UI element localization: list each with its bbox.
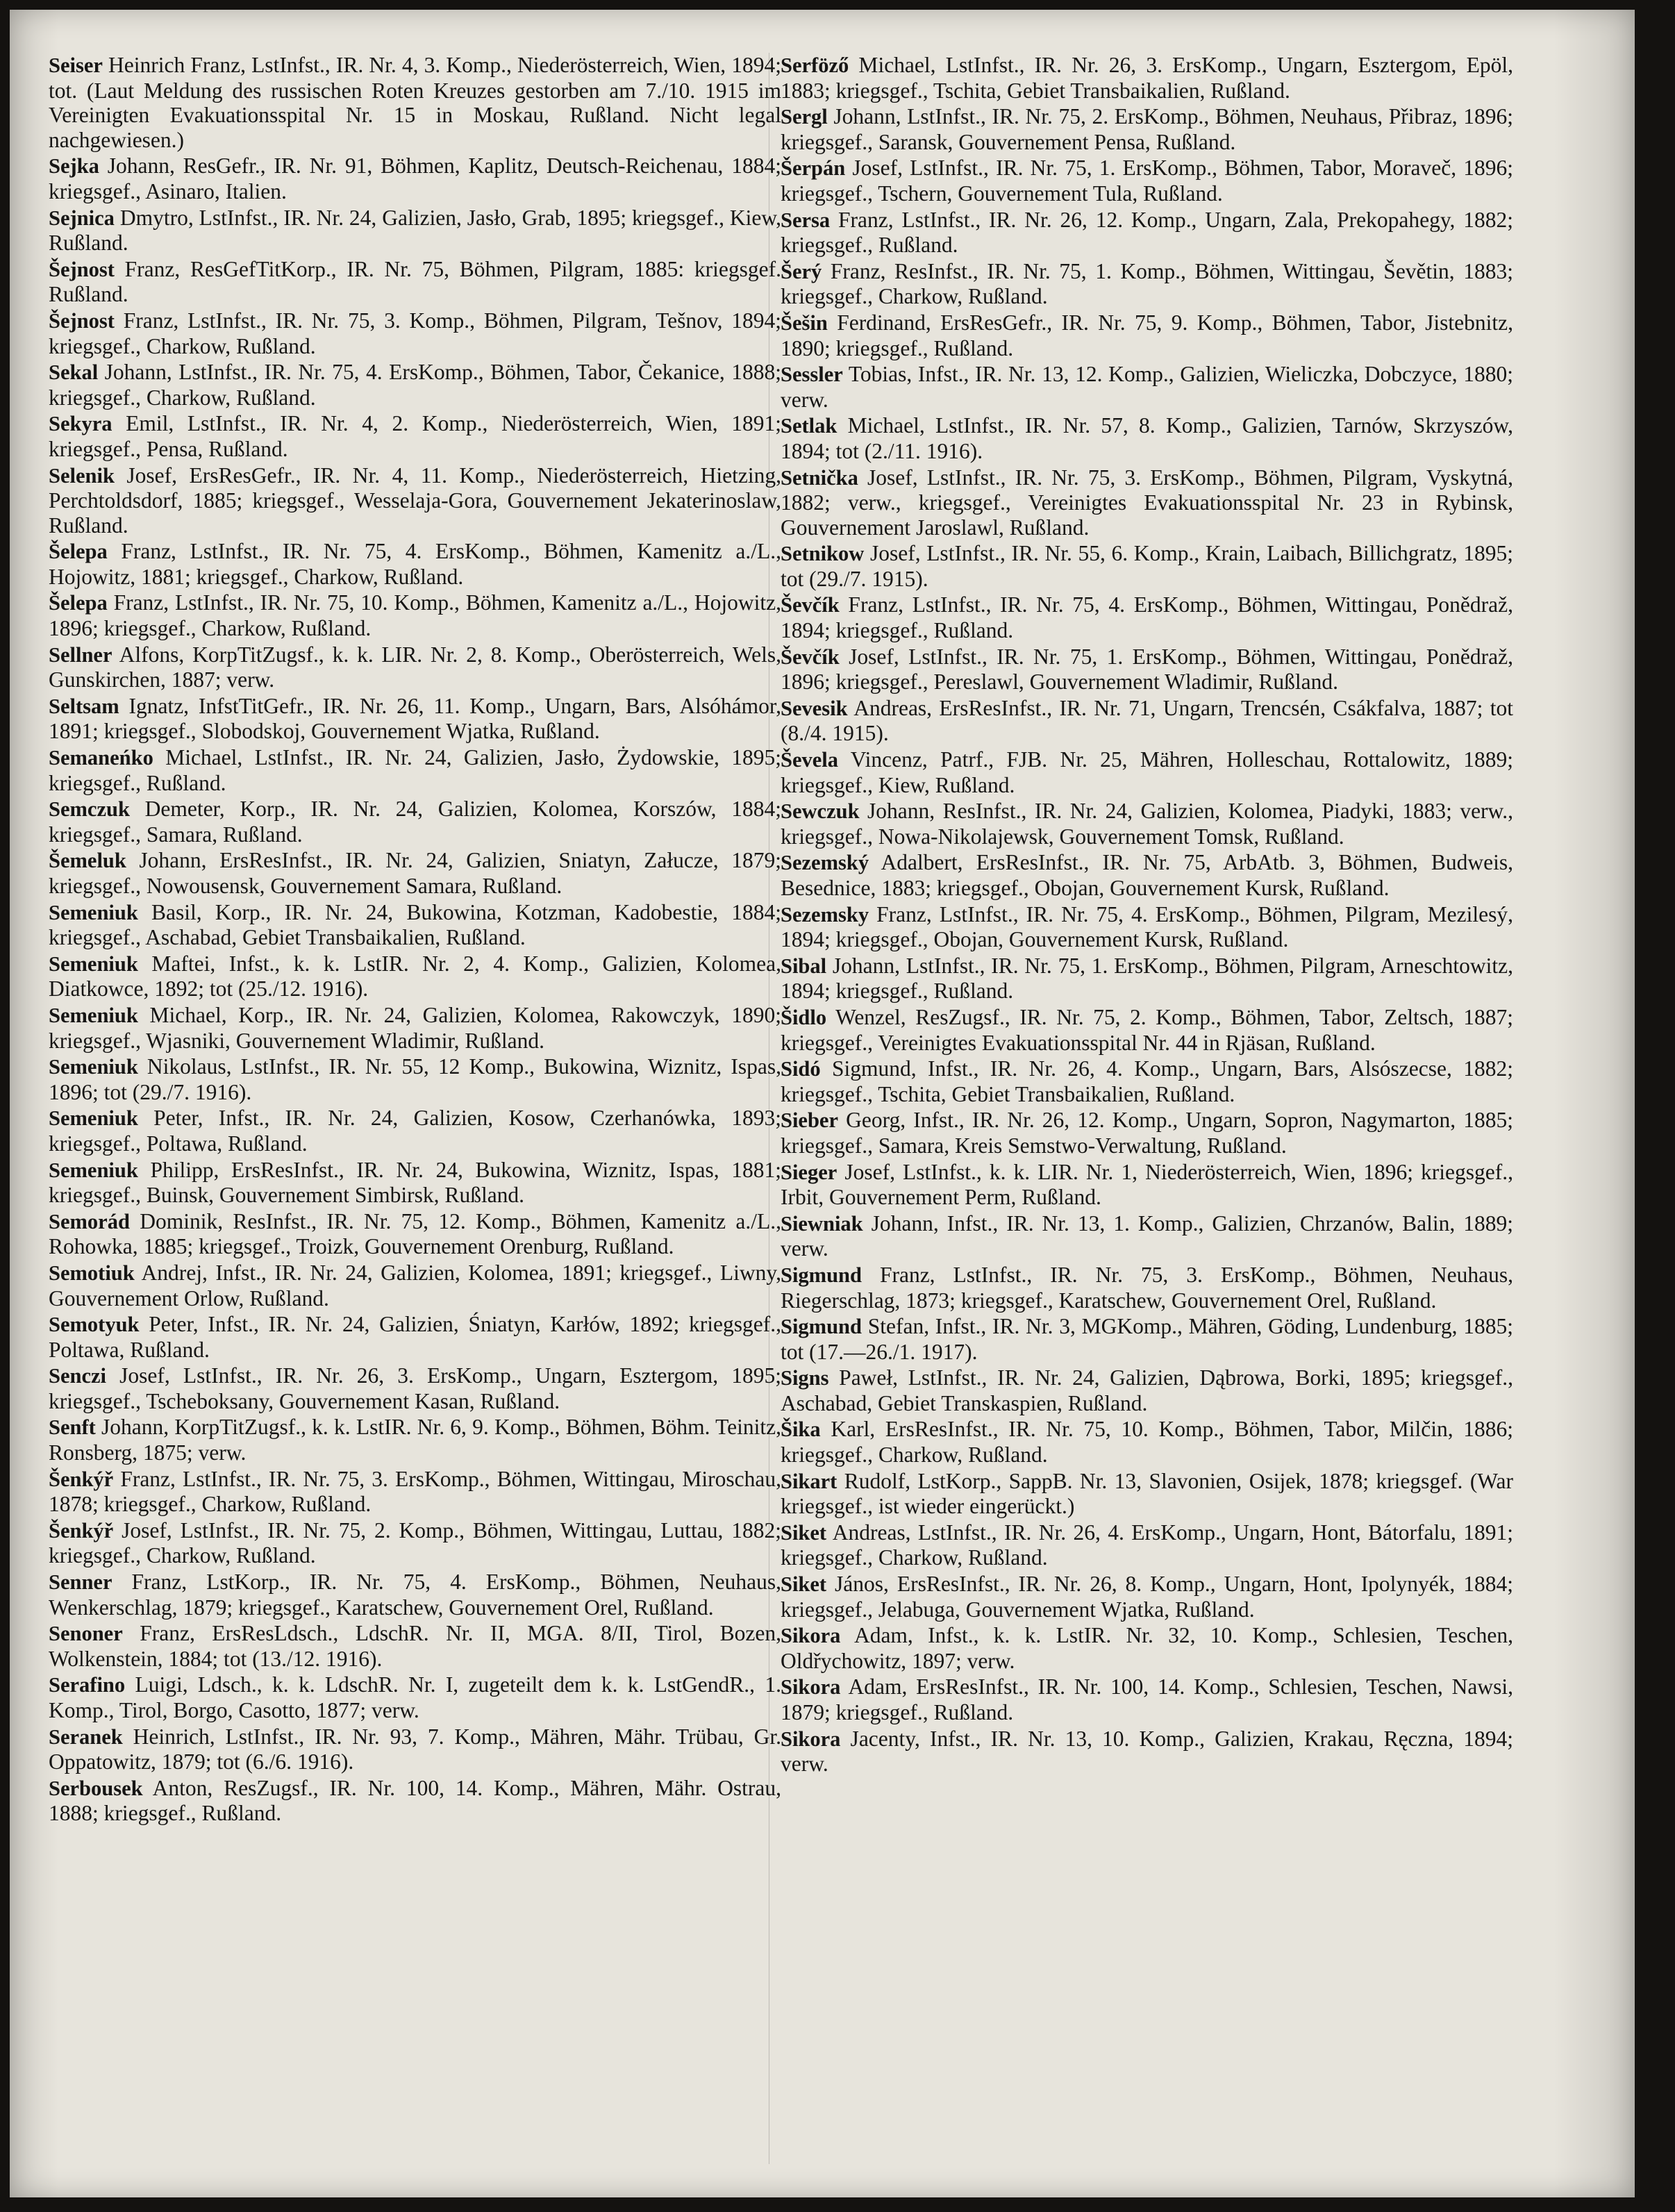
list-entry	[781, 362, 1513, 412]
list-entry	[49, 745, 781, 795]
entry-surname: Semeniuk	[49, 1055, 138, 1079]
list-entry	[781, 1727, 1513, 1777]
entry-details: Franz, LstInfst., IR. Nr. 75, 4. ErsKomp., Böhmen, Pilgram, Mezilesý, 1894; kriegsgef., Obojan, Gouvernement Kursk, Rußland.	[781, 901, 1513, 952]
entry-details: Alfons, KorpTitZugsf., k. k. LIR. Nr. 2, 8. Komp., Oberösterreich, Wels, Gunskirchen, 1887; verw.	[49, 642, 781, 692]
entry-surname: Sekyra	[49, 412, 112, 436]
entry-surname: Sikart	[781, 1469, 838, 1493]
entry-surname: Serafino	[49, 1673, 126, 1697]
entry-surname: Sekal	[49, 360, 99, 385]
entry-surname: Sevesik	[781, 696, 848, 720]
list-entry	[49, 1209, 781, 1259]
entry-surname: Semotyuk	[49, 1313, 140, 1337]
list-entry	[781, 1674, 1513, 1724]
list-entry	[781, 413, 1513, 463]
list-entry	[49, 1467, 781, 1517]
list-entry	[49, 1776, 781, 1826]
list-entry	[49, 900, 781, 950]
entry-surname: Sikora	[781, 1624, 841, 1648]
list-entry	[781, 156, 1513, 206]
entry-details: Adam, Infst., k. k. LstIR. Nr. 32, 10. Komp., Schlesien, Teschen, Oldřychowitz, 1897; verw.	[781, 1623, 1513, 1673]
list-entry	[781, 259, 1513, 309]
entry-surname: Šejnost	[49, 308, 115, 333]
entry-details: Michael, LstInfst., IR. Nr. 26, 3. ErsKomp., Ungarn, Esztergom, Epöl, 1883; kriegsgef., Tschita, Gebiet Transbaikalien, Rußland.	[781, 53, 1513, 103]
entry-surname: Semeniuk	[49, 951, 138, 976]
entry-details: Franz, LstInfst., IR. Nr. 75, 3. ErsKomp., Böhmen, Wittingau, Miroschau, 1878; kriegsgef., Charkow, Rußland.	[49, 1466, 781, 1517]
entry-details: Johann, LstInfst., IR. Nr. 75, 1. ErsKomp., Böhmen, Pilgram, Arneschtowitz, 1894; kriegsgef., Rußland.	[781, 953, 1513, 1004]
list-entry	[49, 1363, 781, 1413]
entry-surname: Sergl	[781, 105, 828, 129]
list-entry	[49, 694, 781, 744]
entry-details: Wenzel, ResZugsf., IR. Nr. 75, 2. Komp., Böhmen, Tabor, Zeltsch, 1887; kriegsgef., Vereinigtes Evakuationsspital Nr. 44 in Rjäsan, Rußland.	[781, 1004, 1513, 1055]
list-entry	[781, 1108, 1513, 1158]
list-entry	[781, 850, 1513, 900]
list-entry	[781, 1469, 1513, 1519]
scanned-page	[10, 10, 1635, 2197]
entry-details: Anton, ResZugsf., IR. Nr. 100, 14. Komp., Mähren, Mähr. Ostrau, 1888; kriegsgef., Rußland.	[49, 1775, 781, 1826]
list-entry	[49, 257, 781, 307]
list-entry	[781, 1314, 1513, 1364]
entry-details: Vincenz, Patrf., FJB. Nr. 25, Mähren, Holleschau, Rottalowitz, 1889; kriegsgef., Kiew, Rußland.	[781, 747, 1513, 797]
right-column	[781, 53, 1513, 1778]
list-entry	[49, 153, 781, 203]
entry-surname: Sessler	[781, 363, 843, 387]
entry-surname: Ševčík	[781, 645, 840, 669]
list-entry	[781, 310, 1513, 360]
list-entry	[49, 206, 781, 256]
entry-details: Franz, LstInfst., IR. Nr. 75, 4. ErsKomp., Böhmen, Wittingau, Ponědraž, 1894; kriegsgef., Rußland.	[781, 592, 1513, 643]
entry-details: Johann, KorpTitZugsf., k. k. LstIR. Nr. 6, 9. Komp., Böhmen, Böhm. Teinitz, Ronsberg, 1875; verw.	[49, 1415, 781, 1465]
list-entry	[781, 902, 1513, 952]
entry-details: Franz, LstInfst., IR. Nr. 75, 3. Komp., Böhmen, Pilgram, Tešnov, 1894; kriegsgef., Charkow, Rußland.	[49, 308, 781, 358]
entry-surname: Semczuk	[49, 797, 130, 822]
entry-surname: Senft	[49, 1415, 96, 1440]
entry-surname: Semaneńko	[49, 746, 153, 770]
entry-surname: Šešin	[781, 310, 828, 335]
entry-surname: Šenkýř	[49, 1467, 114, 1491]
list-entry	[49, 1054, 781, 1104]
list-entry	[781, 1417, 1513, 1467]
entry-details: Demeter, Korp., IR. Nr. 24, Galizien, Kolomea, Korszów, 1884; kriegsgef., Samara, Rußland.	[49, 797, 781, 847]
entry-details: Peter, Infst., IR. Nr. 24, Galizien, Kosow, Czerhanówka, 1893; kriegsgef., Poltawa, Rußland.	[49, 1106, 781, 1156]
list-entry	[781, 1005, 1513, 1055]
entry-surname: Sidó	[781, 1057, 821, 1081]
list-entry	[781, 1263, 1513, 1313]
list-entry	[781, 592, 1513, 642]
list-entry	[781, 465, 1513, 540]
entry-surname: Seranek	[49, 1724, 123, 1749]
entry-surname: Šemeluk	[49, 849, 126, 873]
entry-surname: Šenkýř	[49, 1518, 114, 1542]
entry-details: Josef, LstInfst., k. k. LIR. Nr. 1, Niederösterreich, Wien, 1896; kriegsgef., Irbit, Gouvernement Perm, Rußland.	[781, 1159, 1513, 1210]
entry-surname: Setlak	[781, 414, 838, 438]
entry-details: János, ErsResInfst., IR. Nr. 26, 8. Komp., Ungarn, Hont, Ipolynyék, 1884; kriegsgef., Jelabuga, Gouvernement Wjatka, Rußland.	[781, 1572, 1513, 1622]
entry-surname: Sieger	[781, 1160, 838, 1184]
entry-surname: Šerpán	[781, 156, 846, 181]
list-entry	[49, 1106, 781, 1156]
entry-details: Adalbert, ErsResInfst., IR. Nr. 75, ArbAtb. 3, Böhmen, Budweis, Besednice, 1883; kriegsgef., Obojan, Gouvernement Kursk, Rußland.	[781, 850, 1513, 900]
entry-details: Franz, LstInfst., IR. Nr. 26, 12. Komp., Ungarn, Zala, Prekopahegy, 1882; kriegsgef., Rußland.	[781, 207, 1513, 258]
entry-surname: Ševčík	[781, 593, 840, 617]
entry-surname: Šelepa	[49, 591, 108, 615]
list-entry	[49, 1724, 781, 1774]
entry-surname: Siket	[781, 1572, 827, 1597]
list-entry	[49, 848, 781, 898]
list-entry	[49, 1415, 781, 1465]
entry-surname: Setnička	[781, 465, 858, 490]
entry-surname: Ševela	[781, 748, 839, 772]
entry-details: Johann, LstInfst., IR. Nr. 75, 4. ErsKomp., Böhmen, Tabor, Čekanice, 1888; kriegsgef., Charkow, Rußland.	[49, 360, 781, 410]
list-entry	[49, 642, 781, 692]
list-entry	[49, 1003, 781, 1053]
list-entry	[49, 1312, 781, 1362]
list-entry	[49, 1158, 781, 1208]
list-entry	[49, 411, 781, 461]
entry-details: Luigi, Ldsch., k. k. LdschR. Nr. I, zugeteilt dem k. k. LstGendR., 1. Komp., Tirol, Borgo, Casotto, 1877; verw.	[49, 1672, 781, 1722]
entry-details: Michael, LstInfst., IR. Nr. 24, Galizien, Jasło, Żydowskie, 1895; kriegsgef., Rußland.	[49, 745, 781, 795]
list-entry	[49, 53, 781, 152]
entry-details: Maftei, Infst., k. k. LstIR. Nr. 2, 4. Komp., Galizien, Kolomea, Diatkowce, 1892; tot (25./12. 1916).	[49, 951, 781, 1001]
entry-surname: Sewczuk	[781, 799, 860, 824]
entry-details: Franz, LstInfst., IR. Nr. 75, 3. ErsKomp., Böhmen, Neuhaus, Riegerschlag, 1873; kriegsgef., Karatschew, Gouvernement Orel, Rußland.	[781, 1262, 1513, 1313]
list-entry	[781, 645, 1513, 695]
entry-surname: Sezemský	[781, 851, 869, 875]
list-entry	[49, 463, 781, 538]
entry-surname: Sikora	[781, 1675, 841, 1699]
entry-details: Ignatz, InfstTitGefr., IR. Nr. 26, 11. Komp., Ungarn, Bars, Alsóhámor, 1891; kriegsgef., Slobodskoj, Gouvernement Wjatka, Rußland.	[49, 693, 781, 744]
entry-surname: Semotiuk	[49, 1261, 135, 1285]
entry-details: Dmytro, LstInfst., IR. Nr. 24, Galizien, Jasło, Grab, 1895; kriegsgef., Kiew, Rußland.	[49, 205, 781, 256]
list-entry	[49, 951, 781, 1001]
list-entry	[781, 1365, 1513, 1415]
entry-surname: Semeniuk	[49, 1158, 138, 1182]
entry-details: Peter, Infst., IR. Nr. 24, Galizien, Śniatyn, Karłów, 1892; kriegsgef., Poltawa, Rußland.	[49, 1312, 781, 1362]
list-entry	[781, 541, 1513, 591]
list-entry	[49, 1570, 781, 1620]
entry-surname: Sieber	[781, 1108, 839, 1133]
entry-details: Emil, LstInfst., IR. Nr. 4, 2. Komp., Niederösterreich, Wien, 1891; kriegsgef., Pensa, Rußland.	[49, 411, 781, 461]
list-entry	[781, 208, 1513, 258]
entry-details: Paweł, LstInfst., IR. Nr. 24, Galizien, Dąbrowa, Borki, 1895; kriegsgef., Aschabad, Gebiet Transkaspien, Rußland.	[781, 1365, 1513, 1415]
entry-surname: Semorád	[49, 1209, 130, 1233]
entry-surname: Šejnost	[49, 257, 115, 281]
list-entry	[781, 954, 1513, 1004]
entry-details: Josef, LstInfst., IR. Nr. 75, 1. ErsKomp., Böhmen, Tabor, Moraveč, 1896; kriegsgef., Tschern, Gouvernement Tula, Rußland.	[781, 156, 1513, 206]
entry-details: Johann, Infst., IR. Nr. 13, 1. Komp., Galizien, Chrzanów, Balin, 1889; verw.	[781, 1211, 1513, 1261]
entry-surname: Serbousek	[49, 1776, 143, 1800]
entry-details: Michael, LstInfst., IR. Nr. 57, 8. Komp., Galizien, Tarnów, Skrzyszów, 1894; tot (2./11. 1916).	[781, 413, 1513, 463]
entry-surname: Sersa	[781, 208, 831, 232]
entry-details: Josef, ErsResGefr., IR. Nr. 4, 11. Komp., Niederösterreich, Hietzing, Perchtoldsdorf, 1885; kriegsgef., Wesselaja-Gora, Gouvernement Jekaterinoslaw, Rußland.	[49, 463, 781, 538]
list-entry	[49, 539, 781, 589]
list-entry	[49, 1261, 781, 1311]
entry-surname: Sejka	[49, 154, 99, 178]
entry-details: Ferdinand, ErsResGefr., IR. Nr. 75, 9. Komp., Böhmen, Tabor, Jistebnitz, 1890; kriegsgef., Rußland.	[781, 310, 1513, 360]
entry-details: Josef, LstInfst., IR. Nr. 75, 3. ErsKomp., Böhmen, Pilgram, Vyskytná, 1882; verw., kriegsgef., Vereinigtes Evakuationsspital Nr. 23 in Rybinsk, Gouvernement Jaroslawl, Rußland.	[781, 465, 1513, 540]
list-entry	[781, 1056, 1513, 1106]
entry-details: Johann, ResInfst., IR. Nr. 24, Galizien, Kolomea, Piadyki, 1883; verw., kriegsgef., Nowa-Nikolajewsk, Gouvernement Tomsk, Rußland.	[781, 799, 1513, 849]
entry-details: Franz, ResInfst., IR. Nr. 75, 1. Komp., Böhmen, Wittingau, Ševětin, 1883; kriegsgef., Charkow, Rußland.	[781, 258, 1513, 309]
entry-details: Josef, LstInfst., IR. Nr. 26, 3. ErsKomp., Ungarn, Esztergom, 1895; kriegsgef., Tscheboksany, Gouvernement Kasan, Rußland.	[49, 1363, 781, 1413]
list-entry	[781, 104, 1513, 154]
entry-details: Josef, LstInfst., IR. Nr. 55, 6. Komp., Krain, Laibach, Billichgratz, 1895; tot (29./7. 1915).	[781, 541, 1513, 591]
entry-details: Johann, LstInfst., IR. Nr. 75, 2. ErsKomp., Böhmen, Neuhaus, Přibraz, 1896; kriegsgef., Saransk, Gouvernement Pensa, Rußland.	[781, 104, 1513, 154]
entry-surname: Sigmund	[781, 1315, 862, 1339]
entry-surname: Semeniuk	[49, 900, 138, 924]
list-entry	[781, 1520, 1513, 1570]
list-entry	[781, 799, 1513, 849]
entry-surname: Setnikow	[781, 542, 865, 566]
entry-details: Josef, LstInfst., IR. Nr. 75, 1. ErsKomp., Böhmen, Wittingau, Ponědraž, 1896; kriegsgef., Pereslawl, Gouvernement Wladimir, Rußland.	[781, 644, 1513, 695]
entry-surname: Semeniuk	[49, 1003, 138, 1027]
entry-surname: Signs	[781, 1366, 829, 1390]
entry-details: Adam, ErsResInfst., IR. Nr. 100, 14. Komp., Schlesien, Teschen, Nawsi, 1879; kriegsgef., Rußland.	[781, 1674, 1513, 1724]
entry-details: Franz, LstInfst., IR. Nr. 75, 10. Komp., Böhmen, Kamenitz a./L., Hojowitz, 1896; kriegsgef., Charkow, Rußland.	[49, 590, 781, 641]
entry-details: Heinrich, LstInfst., IR. Nr. 93, 7. Komp., Mähren, Mähr. Trübau, Gr. Oppatowitz, 1879; tot (6./6. 1916).	[49, 1724, 781, 1774]
entry-details: Franz, ErsResLdsch., LdschR. Nr. II, MGA. 8/II, Tirol, Bozen, Wolkenstein, 1884; tot (13./12. 1916).	[49, 1621, 781, 1671]
list-entry	[49, 1672, 781, 1722]
entry-details: Tobias, Infst., IR. Nr. 13, 12. Komp., Galizien, Wieliczka, Dobczyce, 1880; verw.	[781, 362, 1513, 412]
list-entry	[781, 53, 1513, 103]
list-entry	[49, 360, 781, 410]
list-entry	[781, 696, 1513, 746]
list-entry	[781, 1160, 1513, 1210]
entry-surname: Sellner	[49, 642, 112, 667]
entry-surname: Sezemsky	[781, 902, 869, 926]
entry-surname: Selenik	[49, 463, 115, 488]
entry-surname: Siewniak	[781, 1211, 863, 1236]
entry-details: Andrej, Infst., IR. Nr. 24, Galizien, Kolomea, 1891; kriegsgef., Liwny, Gouvernement Orlow, Rußland.	[49, 1260, 781, 1311]
entry-surname: Seltsam	[49, 694, 119, 718]
entry-details: Heinrich Franz, LstInfst., IR. Nr. 4, 3. Komp., Niederösterreich, Wien, 1894; tot. (Laut Meldung des russischen Roten Kreuzes gestorben am 7./10. 1915 im Vereinigten Evakuationsspital Nr. 15 in Moskau, Rußland. Nicht legal nachgewiesen.)	[49, 53, 781, 152]
entry-surname: Sibal	[781, 954, 827, 978]
list-entry	[49, 308, 781, 358]
list-entry	[49, 590, 781, 640]
entry-surname: Senczi	[49, 1364, 107, 1388]
list-entry	[49, 1518, 781, 1568]
entry-surname: Seiser	[49, 53, 103, 77]
entry-details: Franz, LstKorp., IR. Nr. 75, 4. ErsKomp., Böhmen, Neuhaus, Wenkerschlag, 1879; kriegsgef., Karatschew, Gouvernement Orel, Rußland.	[49, 1570, 781, 1620]
entry-details: Rudolf, LstKorp., SappB. Nr. 13, Slavonien, Osijek, 1878; kriegsgef. (War kriegsgef., ist wieder eingerückt.)	[781, 1468, 1513, 1519]
entry-surname: Serföző	[781, 53, 849, 77]
entry-surname: Sejnica	[49, 206, 115, 230]
entry-surname: Šika	[781, 1417, 821, 1442]
list-entry	[49, 1621, 781, 1671]
entry-surname: Senner	[49, 1570, 112, 1595]
entry-details: Philipp, ErsResInfst., IR. Nr. 24, Bukowina, Wiznitz, Ispas, 1881; kriegsgef., Buinsk, Gouvernement Simbirsk, Rußland.	[49, 1157, 781, 1208]
entry-details: Johann, ErsResInfst., IR. Nr. 24, Galizien, Sniatyn, Załucze, 1879; kriegsgef., Nowousensk, Gouvernement Samara, Rußland.	[49, 848, 781, 898]
entry-details: Jacenty, Infst., IR. Nr. 13, 10. Komp., Galizien, Krakau, Ręczna, 1894; verw.	[781, 1726, 1513, 1777]
entry-details: Sigmund, Infst., IR. Nr. 26, 4. Komp., Ungarn, Bars, Alsószecse, 1882; kriegsgef., Tschita, Gebiet Transbaikalien, Rußland.	[781, 1056, 1513, 1106]
entry-details: Basil, Korp., IR. Nr. 24, Bukowina, Kotzman, Kadobestie, 1884; kriegsgef., Aschabad, Gebiet Transbaikalien, Rußland.	[49, 899, 781, 950]
entry-details: Dominik, ResInfst., IR. Nr. 75, 12. Komp., Böhmen, Kamenitz a./L., Rohowka, 1885; kriegsgef., Troizk, Gouvernement Orenburg, Rußland.	[49, 1208, 781, 1259]
entry-details: Andreas, ErsResInfst., IR. Nr. 71, Ungarn, Trencsén, Csákfalva, 1887; tot (8./4. 1915).	[781, 695, 1513, 746]
entry-details: Franz, LstInfst., IR. Nr. 75, 4. ErsKomp., Böhmen, Kamenitz a./L., Hojowitz, 1881; kriegsgef., Charkow, Rußland.	[49, 539, 781, 589]
entry-surname: Sigmund	[781, 1263, 862, 1287]
entry-details: Josef, LstInfst., IR. Nr. 75, 2. Komp., Böhmen, Wittingau, Luttau, 1882; kriegsgef., Charkow, Rußland.	[49, 1517, 781, 1568]
entry-details: Karl, ErsResInfst., IR. Nr. 75, 10. Komp., Böhmen, Tabor, Milčin, 1886; kriegsgef., Charkow, Rußland.	[781, 1417, 1513, 1467]
entry-surname: Šidlo	[781, 1005, 827, 1029]
list-entry	[781, 1211, 1513, 1261]
entry-details: Andreas, LstInfst., IR. Nr. 26, 4. ErsKomp., Ungarn, Hont, Bátorfalu, 1891; kriegsgef., Charkow, Rußland.	[781, 1520, 1513, 1570]
list-entry	[781, 747, 1513, 797]
list-entry	[49, 797, 781, 847]
entry-surname: Sikora	[781, 1727, 841, 1751]
entry-surname: Senoner	[49, 1622, 123, 1646]
entry-details: Nikolaus, LstInfst., IR. Nr. 55, 12 Komp., Bukowina, Wiznitz, Ispas, 1896; tot (29./7. 1916).	[49, 1054, 781, 1104]
entry-details: Franz, ResGefTitKorp., IR. Nr. 75, Böhmen, Pilgram, 1885: kriegsgef. Rußland.	[49, 256, 781, 307]
list-entry	[781, 1572, 1513, 1622]
entry-surname: Siket	[781, 1520, 827, 1545]
entry-details: Johann, ResGefr., IR. Nr. 91, Böhmen, Kaplitz, Deutsch-Reichenau, 1884; kriegsgef., Asinaro, Italien.	[49, 153, 781, 203]
entry-details: Stefan, Infst., IR. Nr. 3, MGKomp., Mähren, Göding, Lundenburg, 1885; tot (17.—26./1. 1917).	[781, 1314, 1513, 1364]
entry-surname: Šerý	[781, 259, 822, 283]
entry-details: Michael, Korp., IR. Nr. 24, Galizien, Kolomea, Rakowczyk, 1890; kriegsgef., Wjasniki, Gouvernement Wladimir, Rußland.	[49, 1002, 781, 1053]
left-column	[49, 53, 781, 1827]
entry-surname: Šelepa	[49, 540, 108, 564]
list-entry	[781, 1623, 1513, 1673]
entry-surname: Semeniuk	[49, 1106, 138, 1131]
entry-details: Georg, Infst., IR. Nr. 26, 12. Komp., Ungarn, Sopron, Nagymarton, 1885; kriegsgef., Samara, Kreis Semstwo-Verwaltung, Rußland.	[781, 1108, 1513, 1158]
